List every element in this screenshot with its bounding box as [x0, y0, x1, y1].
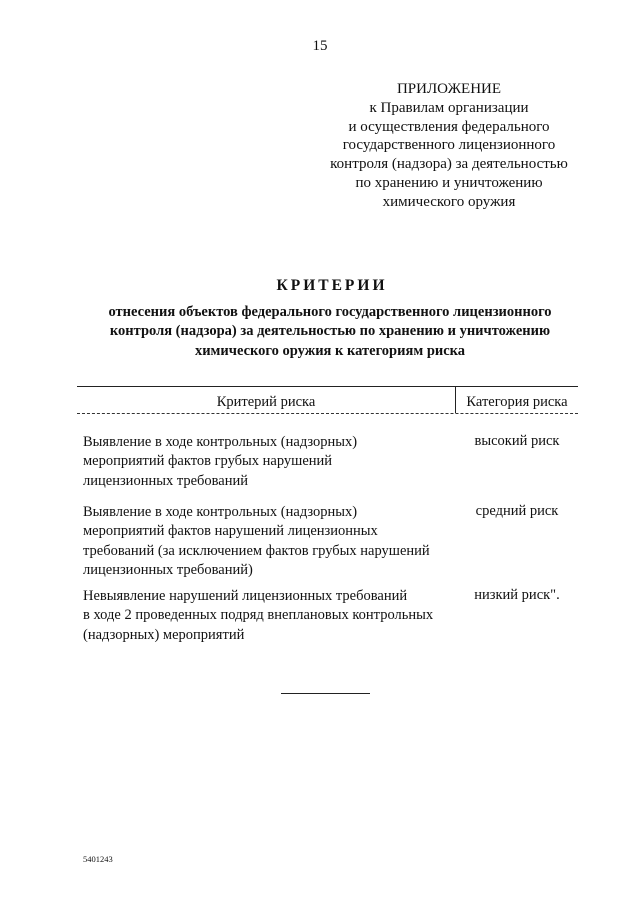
page-number: 15 [312, 38, 328, 54]
appendix-line: государственного лицензионного [342, 137, 556, 154]
table-row-category: высокий риск [474, 433, 560, 449]
criterion-line: мероприятий фактов грубых нарушений [83, 453, 333, 470]
criterion-line: в ходе 2 проведенных подряд внеплановых контрольных [83, 607, 434, 624]
appendix-line: по хранению и уничтожению [355, 174, 543, 191]
criteria-subtitle [70, 303, 590, 361]
criterion-line: Выявление в ходе контрольных (надзорных) [83, 434, 358, 450]
table-row-criterion [83, 433, 453, 491]
criteria-subtitle-line: химического оружия к категориям риска [194, 342, 466, 359]
criteria-subtitle-line: контроля (надзора) за деятельностью по хранению и уничтожению [109, 323, 551, 340]
criterion-line: (надзорных) мероприятий [83, 626, 245, 643]
appendix-heading: ПРИЛОЖЕНИЕ [396, 81, 502, 97]
criteria-title: КРИТЕРИИ [276, 277, 388, 294]
appendix-block [318, 80, 580, 212]
criteria-subtitle-line: отнесения объектов федерального государственного лицензионного [108, 304, 552, 320]
appendix-line: химического оружия [382, 193, 516, 210]
criterion-line: лицензионных требований [83, 472, 249, 489]
appendix-line: к Правилам организации [369, 99, 529, 116]
table-row-category: низкий риск". [474, 587, 560, 603]
criterion-line: мероприятий фактов нарушений лицензионных [83, 523, 378, 540]
criterion-line: лицензионных требований) [83, 562, 253, 579]
column-header-category: Категория риска [466, 394, 568, 410]
criterion-line: Выявление в ходе контрольных (надзорных) [83, 504, 358, 520]
table-header-rule [77, 413, 578, 414]
document-code: 5401243 [83, 854, 113, 864]
table-row-category: средний риск [475, 503, 559, 519]
appendix-line: контроля (надзора) за деятельностью [330, 156, 568, 173]
criterion-line: Невыявление нарушений лицензионных требований [83, 588, 408, 604]
appendix-line: и осуществления федерального [348, 118, 550, 135]
column-header-criterion: Критерий риска [216, 394, 316, 410]
table-row-criterion [83, 587, 453, 645]
table-row-criterion [83, 503, 453, 581]
table-top-rule [77, 386, 578, 387]
criterion-line: требований (за исключением фактов грубых нарушений [83, 542, 430, 559]
closing-rule [281, 693, 370, 694]
